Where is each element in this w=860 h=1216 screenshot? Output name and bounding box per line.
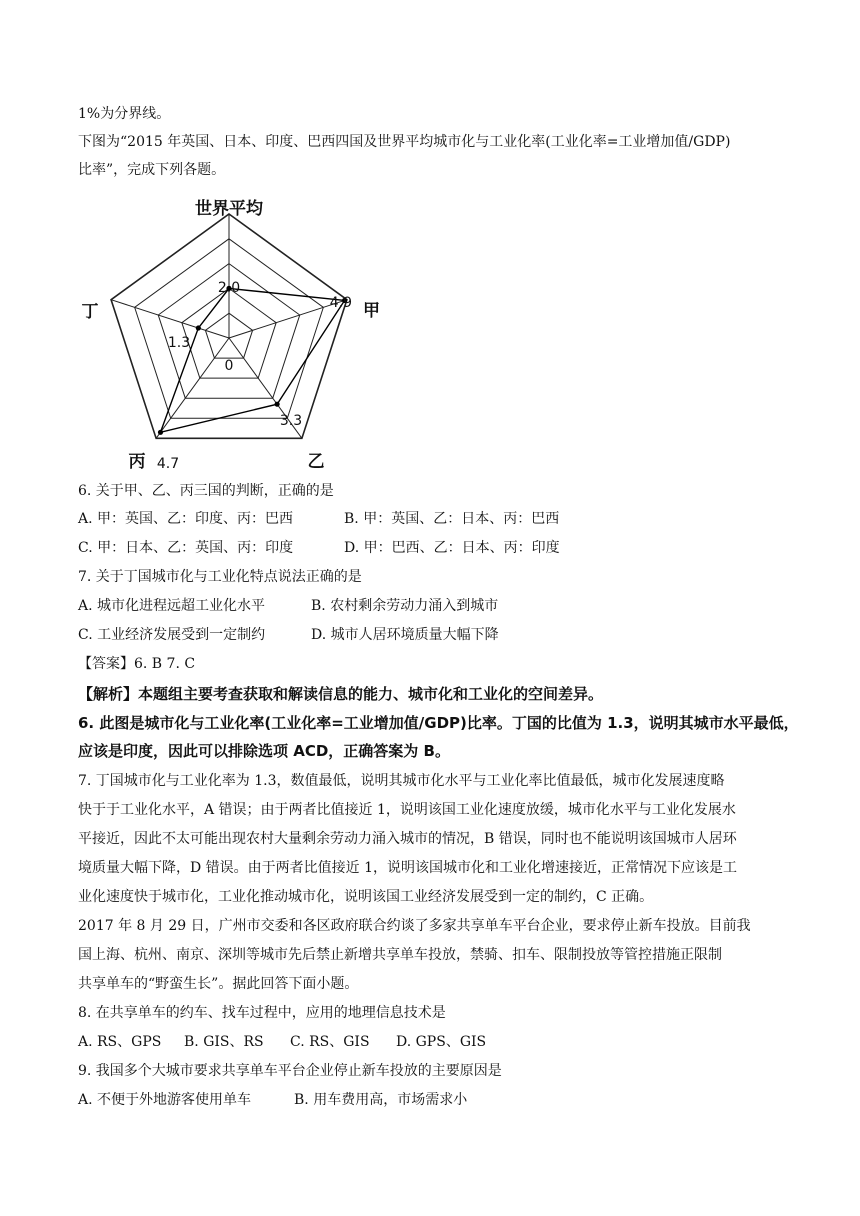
radar-value-label-1: 2.0 [217,280,241,296]
q7-stem: 7. 关于丁国城市化与工业化特点说法正确的是 [78,569,362,585]
analysis-6-line-1: 6. 此图是城市化与工业化率(工业化率=工业增加值/GDP)比率。丁国的比值为 1.3，说明其城市水平最低， [78,714,799,732]
analysis-6-line-2: 应该是印度，因此可以排除选项 ACD，正确答案为 B。 [78,742,450,760]
radar-axis-label-4: 丙 [128,452,146,472]
answer-line: 【答案】6. B 7. C [78,656,196,672]
q7-option-a: A. 城市化进程远超工业化水平 [78,598,266,614]
q6-option-b: B. 甲：英国、乙：日本、丙：巴西 [344,511,560,527]
radar-spoke-5 [111,300,229,338]
radar-point-5 [196,325,201,330]
radar-chart [76,190,380,480]
radar-point-4 [158,430,163,435]
radar-value-label-2: 4.9 [329,295,352,311]
radar-center-label: 0 [224,358,234,374]
q6-option-c: C. 甲：日本、乙：英国、丙：印度 [78,540,294,556]
q6-stem: 6. 关于甲、乙、丙三国的判断，正确的是 [78,483,334,499]
radar-value-label-4: 4.7 [156,456,180,472]
q8-option-a: A. RS、GPS [78,1034,162,1050]
radar-axis-label-2: 甲 [363,301,380,321]
analysis-7-line-2: 快于于工业化水平，A 错误；由于两者比值接近 1，说明该国工业化速度放缓，城市化水平与工业化发展水 [78,802,736,818]
passage-2-line-2: 国上海、杭州、南京、深圳等城市先后禁止新增共享单车投放，禁骑、扣车、限制投放等管控措施正限制 [78,947,722,963]
q8-option-d: D. GPS、GIS [396,1034,487,1050]
q8-stem: 8. 在共享单车的约车、找车过程中，应用的地理信息技术是 [78,1005,446,1021]
passage-2-line-1: 2017 年 8 月 29 日，广州市交委和各区政府联合约谈了多家共享单车平台企业，要求停止新车投放。目前我 [78,918,751,934]
analysis-7-line-1: 7. 丁国城市化与工业化率为 1.3，数值最低，说明其城市化水平与工业化率比值最低，城市化发展速度略 [78,773,725,789]
q7-option-d: D. 城市人居环境质量大幅下降 [311,627,499,643]
q9-option-a: A. 不便于外地游客使用单车 [78,1092,252,1108]
radar-axis-label-5: 丁 [81,302,99,322]
radar-spoke-4 [156,338,229,438]
intro-line-3: 比率”，完成下列各题。 [78,162,226,178]
radar-data-polygon [160,288,344,432]
radar-point-3 [275,402,280,407]
analysis-7-line-5: 业化速度快于城市化，工业化推动城市化，说明该国工业经济发展受到一定的制约，C 正确。 [78,889,654,905]
q6-option-a: A. 甲：英国、乙：印度、丙：巴西 [78,511,294,527]
passage-2-line-3: 共享单车的“野蛮生长”。据此回答下面小题。 [78,976,359,992]
q7-option-c: C. 工业经济发展受到一定制约 [78,627,266,643]
analysis-7-line-4: 境质量大幅下降，D 错误。由于两者比值接近 1，说明该国城市化和工业化增速接近，正常情况下应该是工 [78,860,738,876]
radar-value-label-5: 1.3 [167,335,191,351]
q9-stem: 9. 我国多个大城市要求共享单车平台企业停止新车投放的主要原因是 [78,1063,502,1079]
intro-line-1: 1%为分界线。 [78,106,171,122]
radar-value-label-3: 3.3 [279,413,303,429]
q6-option-d: D. 甲：巴西、乙：日本、丙：印度 [344,540,560,556]
analysis-heading: 【解析】本题组主要考查获取和解读信息的能力、城市化和工业化的空间差异。 [78,685,604,703]
q7-option-b: B. 农村剩余劳动力涌入到城市 [311,598,499,614]
q8-option-b: B. GIS、RS [184,1034,264,1050]
intro-line-2: 下图为“2015 年英国、日本、印度、巴西四国及世界平均城市化与工业化率(工业化率=工业增加值/GDP) [78,134,731,150]
q8-option-c: C. RS、GIS [290,1034,370,1050]
q9-option-b: B. 用车费用高，市场需求小 [294,1092,468,1108]
radar-axis-label-3: 乙 [307,452,325,472]
radar-axis-label-1: 世界平均 [195,199,263,219]
analysis-7-line-3: 平接近，因此不太可能出现农村大量剩余劳动力涌入城市的情况，B 错误，同时也不能说明该国城市人居环 [78,831,737,847]
